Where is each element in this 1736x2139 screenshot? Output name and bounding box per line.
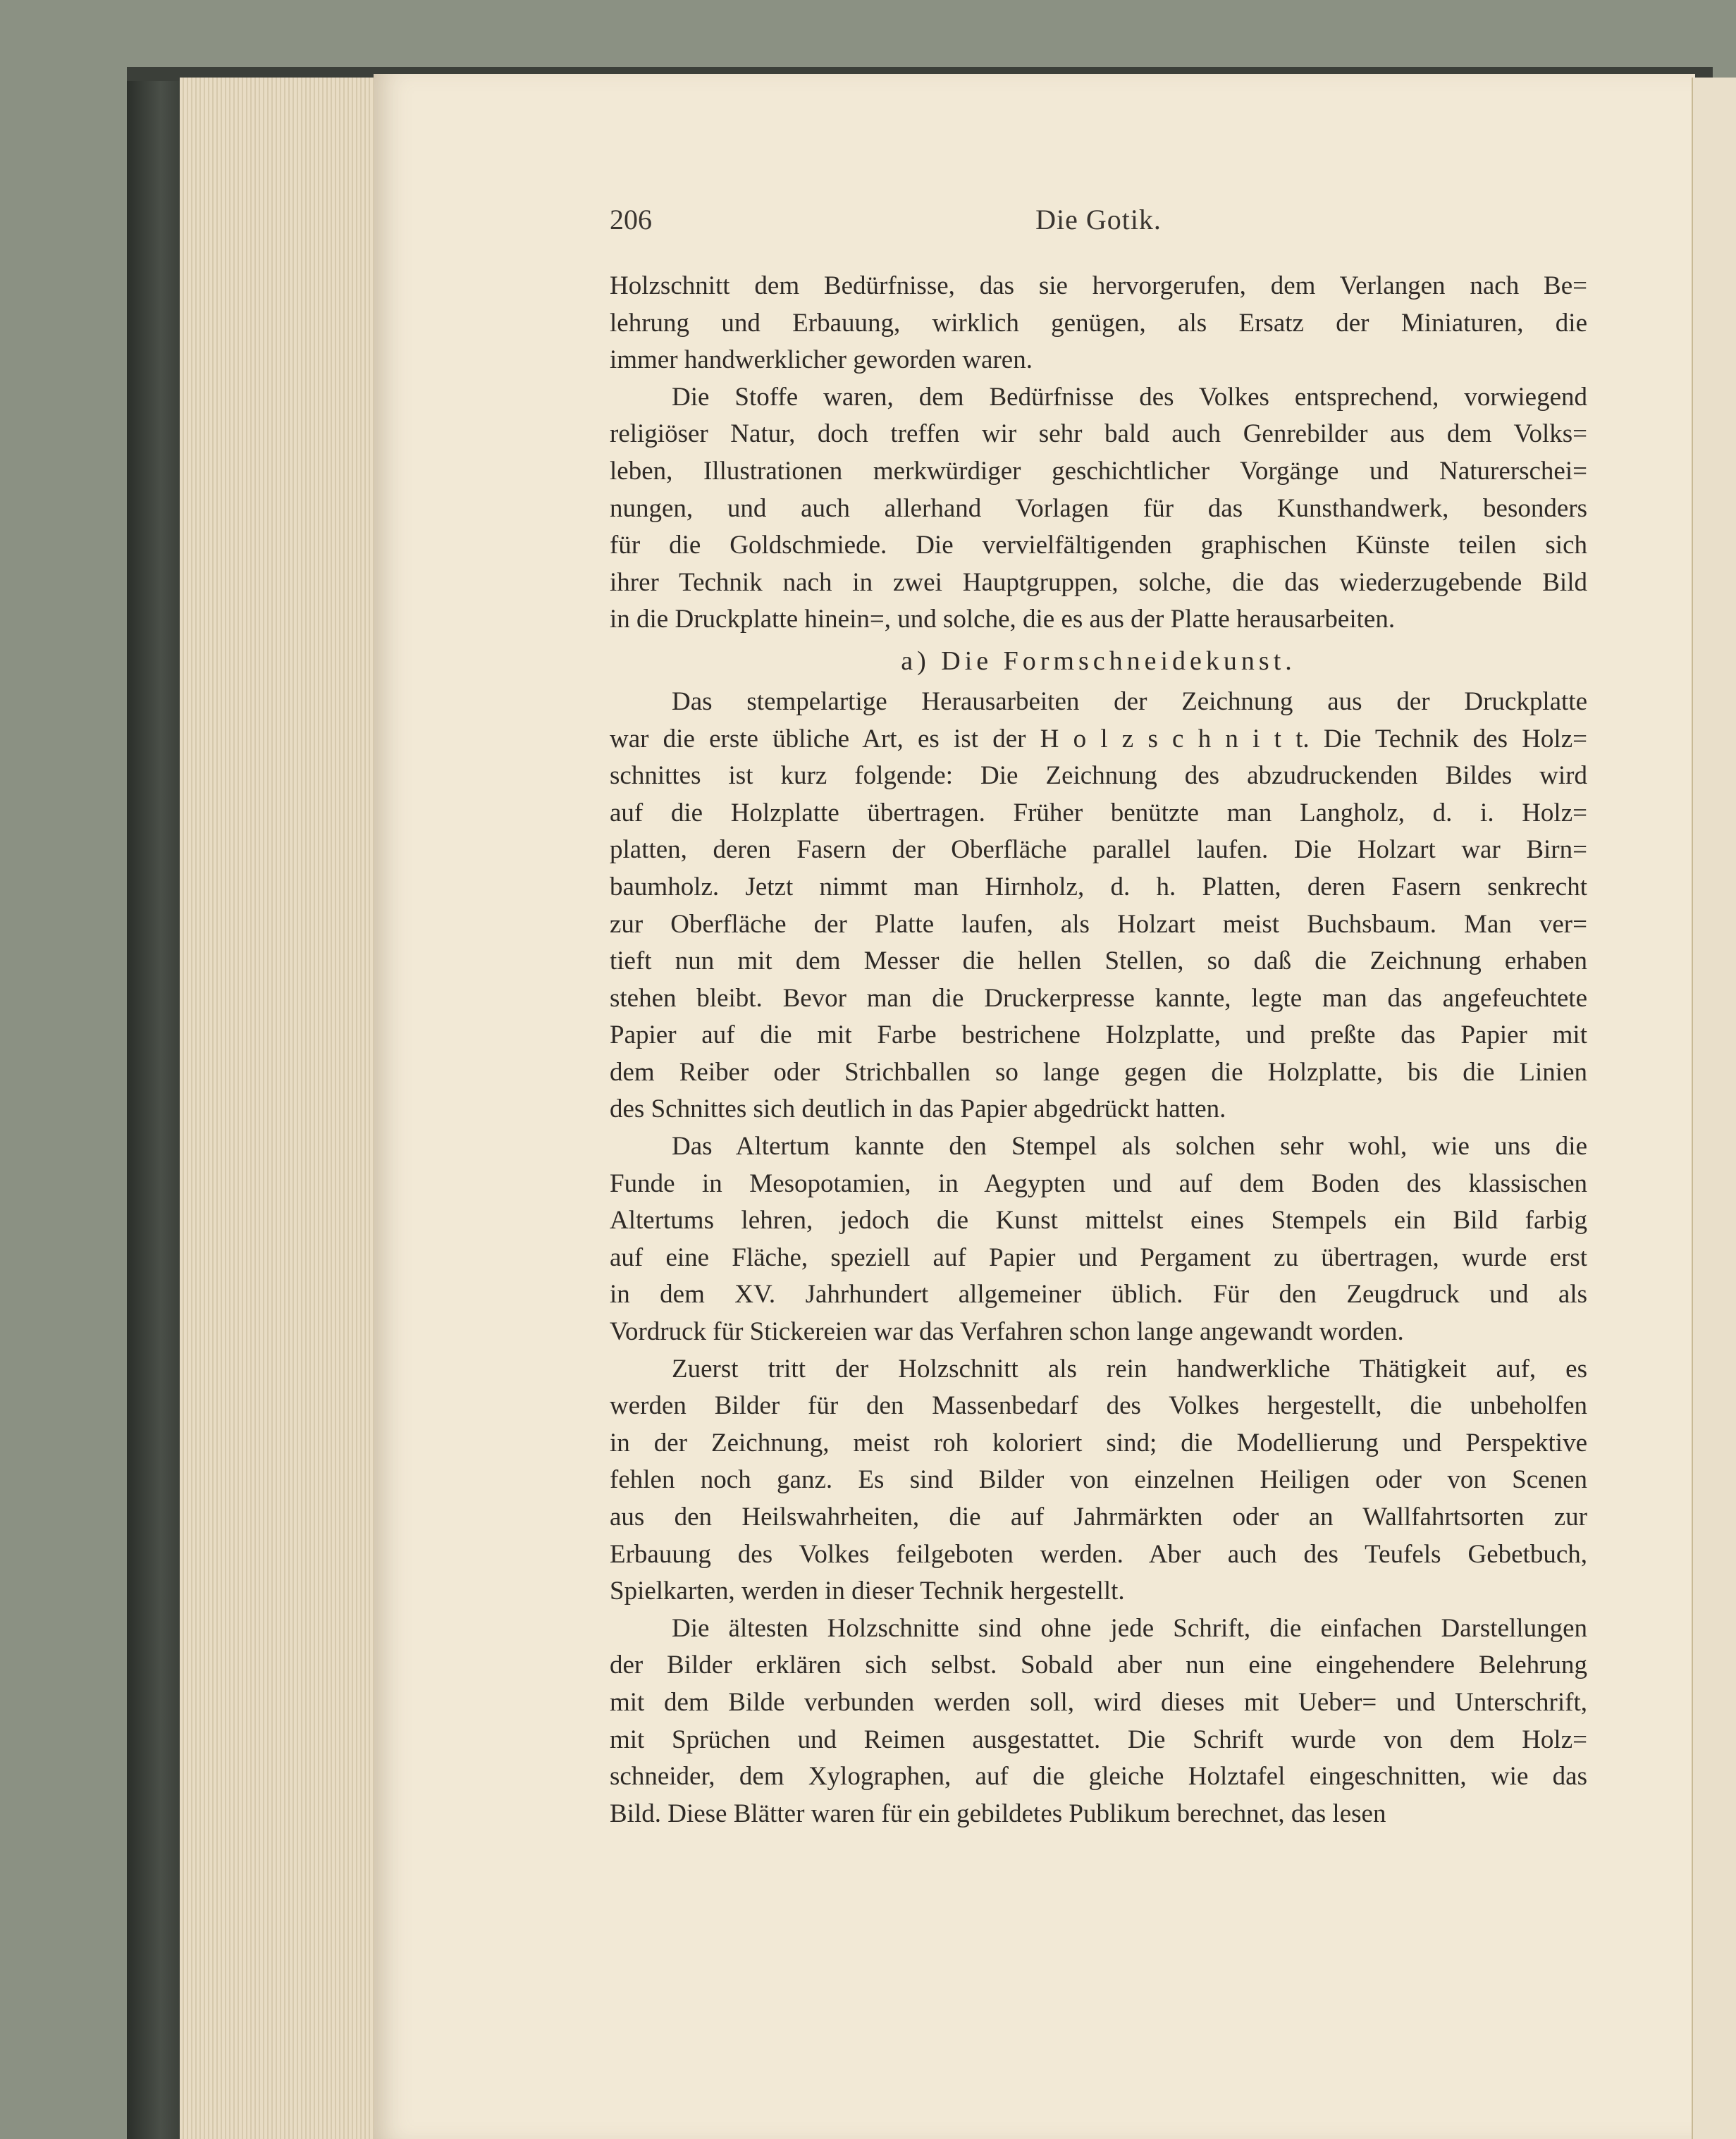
text-line: Papier auf die mit Farbe bestrichene Holzplatte, und preßte das Papier mit <box>610 1021 1587 1050</box>
paragraph <box>610 684 1587 1128</box>
text-line: fehlen noch ganz. Es sind Bilder von einzelnen Heiligen oder von Scenen <box>610 1465 1587 1495</box>
text-line: Die ältesten Holzschnitte sind ohne jede Schrift, die einfachen Darstellungen <box>672 1613 1587 1643</box>
text-line: Das stempelartige Herausarbeiten der Zeichnung aus der Druckplatte <box>672 686 1587 716</box>
text-line: für die Goldschmiede. Die vervielfältigenden graphischen Künste teilen sich <box>610 531 1587 560</box>
paragraph <box>610 1610 1587 1833</box>
text-line: auf die Holzplatte übertragen. Früher benützte man Langholz, d. i. Holz= <box>610 798 1587 827</box>
paragraph <box>610 268 1587 379</box>
text-line: Altertums lehren, jedoch die Kunst mittelst eines Stempels ein Bild farbig <box>610 1206 1587 1235</box>
text-line: tieft nun mit dem Messer die hellen Stellen, so daß die Zeichnung erhaben <box>610 947 1587 976</box>
facing-page-edge <box>1692 78 1736 2139</box>
text-line: Das Altertum kannte den Stempel als solchen sehr wohl, wie uns die <box>672 1132 1587 1161</box>
text-line: nungen, und auch allerhand Vorlagen für das Kunsthandwerk, besonders <box>610 493 1587 523</box>
text-line: stehen bleibt. Bevor man die Druckerpresse kannte, legte man das angefeuchtete <box>610 983 1587 1013</box>
page-stack <box>180 78 377 2139</box>
text-line: auf eine Fläche, speziell auf Papier und Pergament zu übertragen, wurde erst <box>610 1243 1587 1272</box>
text-line: mit Sprüchen und Reimen ausgestattet. Die Schrift wurde von dem Holz= <box>610 1725 1587 1754</box>
text-line: schneider, dem Xylographen, auf die gleiche Holztafel eingeschnitten, wie das <box>610 1762 1587 1792</box>
text-line: war die erste übliche Art, es ist der H o l z s c h n i t t. Die Technik des Holz= <box>610 724 1587 753</box>
text-line: Holzschnitt dem Bedürfnisse, das sie hervorgerufen, dem Verlangen nach Be= <box>610 271 1587 300</box>
text-line: dem Reiber oder Strichballen so lange gegen die Holzplatte, bis die Linien <box>610 1057 1587 1087</box>
running-head <box>610 203 1587 240</box>
text-line: Spielkarten, werden in dieser Technik hergestellt. <box>610 1577 1125 1606</box>
page-number: 206 <box>610 204 652 235</box>
page-body <box>610 268 1587 1832</box>
text-line: ihrer Technik nach in zwei Hauptgruppen, solche, die das wiederzugebende Bild <box>610 567 1587 597</box>
text-line: Zuerst tritt der Holzschnitt als rein handwerkliche Thätigkeit auf, es <box>672 1354 1587 1383</box>
text-line: Die Stoffe waren, dem Bedürfnisse des Volkes entsprechend, vorwiegend <box>672 382 1587 412</box>
paragraph <box>610 379 1587 639</box>
text-line: zur Oberfläche der Platte laufen, als Holzart meist Buchsbaum. Man ver= <box>610 909 1587 939</box>
text-line: schnittes ist kurz folgende: Die Zeichnung des abzudruckenden Bildes wird <box>610 761 1587 791</box>
text-line: aus den Heilswahrheiten, die auf Jahrmärkten oder an Wallfahrtsorten zur <box>610 1503 1587 1531</box>
text-line: lehrung und Erbauung, wirklich genügen, als Ersatz der Miniaturen, die <box>610 308 1587 338</box>
text-line: in die Druckplatte hinein=, und solche, die es aus der Platte herausarbeiten. <box>610 605 1396 634</box>
text-line: werden Bilder für den Massenbedarf des Volkes hergestellt, die unbeholfen <box>610 1391 1587 1421</box>
text-line: Funde in Mesopotamien, in Aegypten und auf dem Boden des klassischen <box>610 1169 1587 1198</box>
text-line: immer handwerklicher geworden waren. <box>610 345 1033 375</box>
text-line: Vordruck für Stickereien war das Verfahren schon lange angewandt worden. <box>610 1317 1404 1347</box>
text-line: des Schnittes sich deutlich in das Papier abgedrückt hatten. <box>610 1095 1226 1124</box>
text-line: der Bilder erklären sich selbst. Sobald aber nun eine eingehendere Belehrung <box>610 1651 1587 1680</box>
text-line: religiöser Natur, doch treffen wir sehr bald auch Genrebilder aus dem Volks= <box>610 419 1587 449</box>
text-line: Erbauung des Volkes feilgeboten werden. Aber auch des Teufels Gebetbuch, <box>610 1539 1587 1569</box>
running-title: Die Gotik. <box>1035 204 1162 235</box>
section-heading: a) Die Formschneidekunst. <box>901 646 1296 676</box>
paragraph <box>610 1128 1587 1351</box>
text-line: baumholz. Jetzt nimmt man Hirnholz, d. h. Platten, deren Fasern senkrecht <box>610 872 1587 901</box>
text-line: platten, deren Fasern der Oberfläche parallel laufen. Die Holzart war Birn= <box>610 835 1587 865</box>
text-line: leben, Illustrationen merkwürdiger geschichtlicher Vorgänge und Naturerschei= <box>610 456 1587 486</box>
text-line: in der Zeichnung, meist roh koloriert sind; die Modellierung und Perspektive <box>610 1428 1587 1457</box>
paragraph <box>610 1351 1587 1610</box>
text-line: mit dem Bilde verbunden werden soll, wird dieses mit Ueber= und Unterschrift, <box>610 1687 1587 1717</box>
text-line: Bild. Diese Blätter waren für ein gebildetes Publikum berechnet, das lesen <box>610 1799 1386 1828</box>
text-line: in dem XV. Jahrhundert allgemeiner üblich. Für den Zeugdruck und als <box>610 1280 1587 1309</box>
